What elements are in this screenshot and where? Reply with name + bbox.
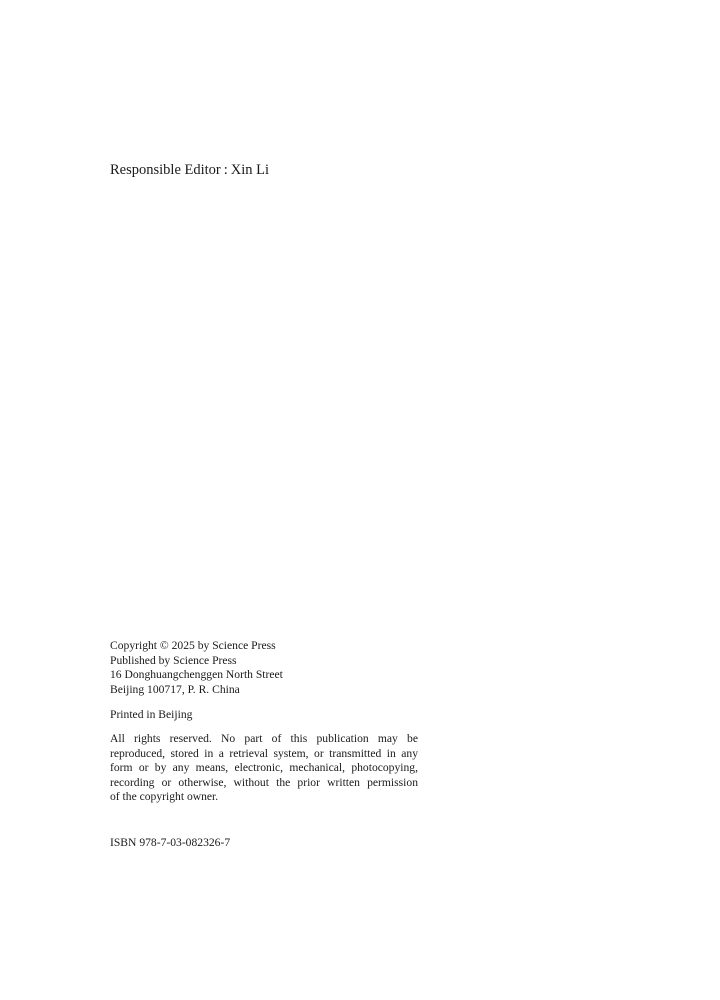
address-street: 16 Donghuangchenggen North Street [110, 668, 283, 682]
editor-separator: : [223, 162, 228, 178]
rights-line: All rights reserved. No part of this publication may be [110, 732, 418, 745]
copyright-block [110, 639, 420, 697]
editor-label: Responsible Editor [110, 162, 221, 178]
editor-name: Xin Li [230, 162, 270, 178]
address-city: Beijing 100717, P. R. China [110, 682, 240, 696]
isbn: ISBN 978-7-03-082326-7 [110, 836, 231, 849]
publisher-line: Published by Science Press [110, 653, 237, 667]
rights-line: recording or otherwise, without the prior written permission [110, 775, 418, 789]
rights-line: of the copyright owner. [110, 790, 219, 804]
printed-in: Printed in Beijing [110, 708, 193, 721]
rights-line: reproduced, stored in a retrieval system, or transmitted in any [110, 746, 418, 760]
rights-line: form or by any means, electronic, mechanical, photocopying, [110, 761, 418, 775]
rights-statement [110, 732, 418, 805]
copyright-notice: Copyright © 2025 by Science Press [110, 639, 276, 652]
responsible-editor [110, 161, 269, 179]
